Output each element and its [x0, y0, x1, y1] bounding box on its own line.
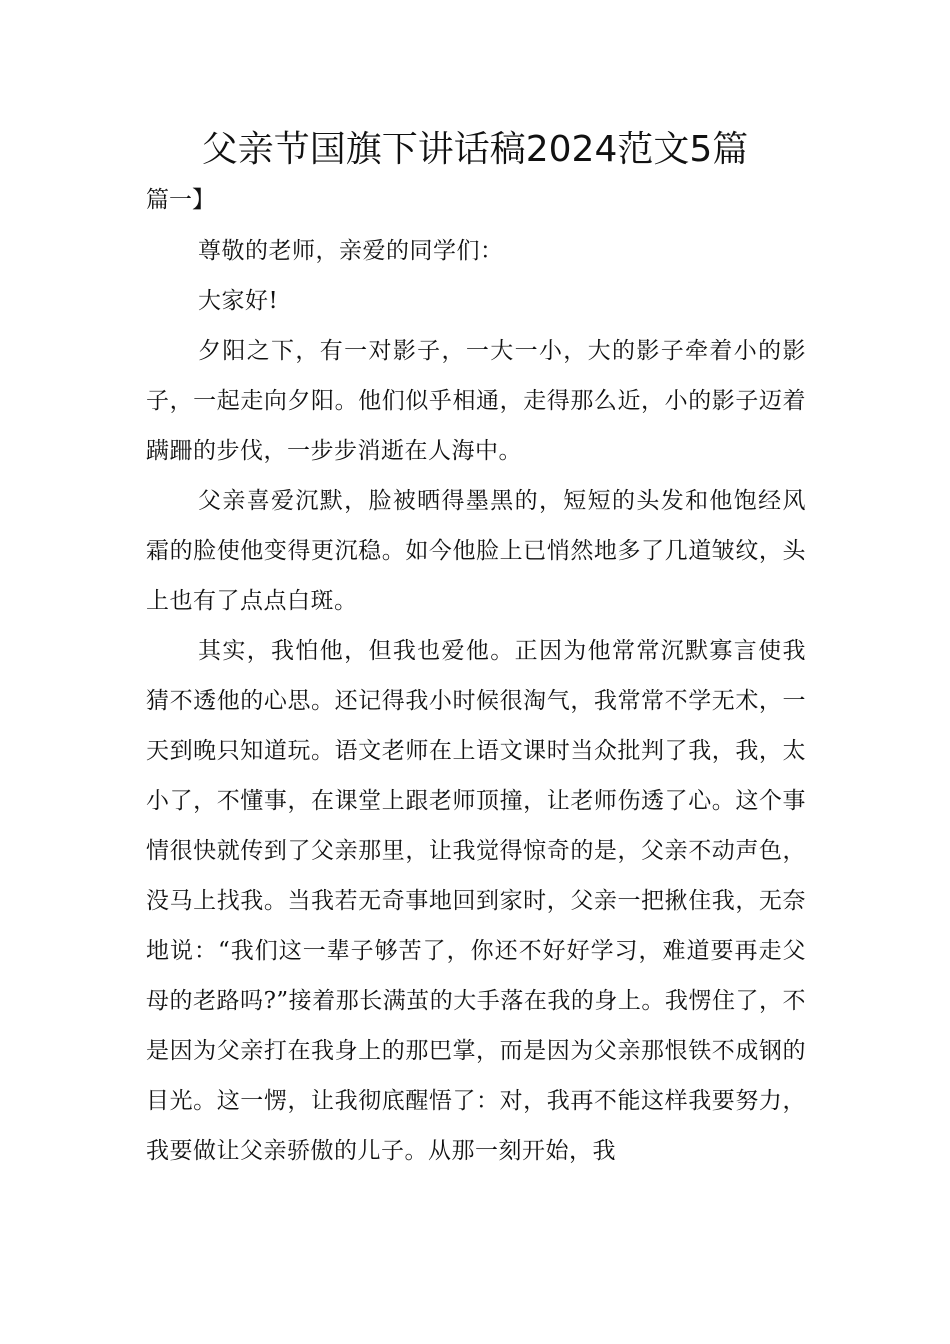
- paragraph-greeting: 尊敬的老师，亲爱的同学们：: [198, 238, 504, 264]
- paragraph-sunset: 夕阳之下，有一对影子，一大一小，大的影子牵着小的影子，一起走向夕阳。他们似乎相通，走得那么近，小的影子迈着蹒跚的步伐，一步步消逝在人海中。: [146, 338, 806, 464]
- section-label: 篇一】: [146, 187, 215, 213]
- paragraph-hello: 大家好!: [198, 288, 279, 314]
- paragraph-father-description: 父亲喜爱沉默，脸被晒得墨黑的，短短的头发和他饱经风霜的脸使他变得更沉稳。如今他脸上已悄然地多了几道皱纹，头上也有了点点白斑。: [146, 488, 806, 614]
- document-body: [146, 226, 806, 1176]
- document-title: 父亲节国旗下讲话稿2024范文5篇: [201, 129, 749, 170]
- paragraph-memory: 其实，我怕他，但我也爱他。正因为他常常沉默寡言使我猜不透他的心思。还记得我小时候很淘气，我常常不学无术，一天到晚只知道玩。语文老师在上语文课时当众批判了我，我，太小了，不懂事，在课堂上跟老师顶撞，让老师伤透了心。这个事情很快就传到了父亲那里，让我觉得惊奇的是，父亲不动声色，没马上找我。当我若无奇事地回到家时，父亲一把揪住我，无奈地说：“我们这一辈子够苦了，你还不好好学习，难道要再走父母的老路吗?”接着那长满茧的大手落在我的身上。我愣住了，不是因为父亲打在我身上的那巴掌，而是因为父亲那恨铁不成钢的目光。这一愣，让我彻底醒悟了：对，我再不能这样我要努力，我要做让父亲骄傲的儿子。从那一刻开始，我: [146, 638, 806, 1164]
